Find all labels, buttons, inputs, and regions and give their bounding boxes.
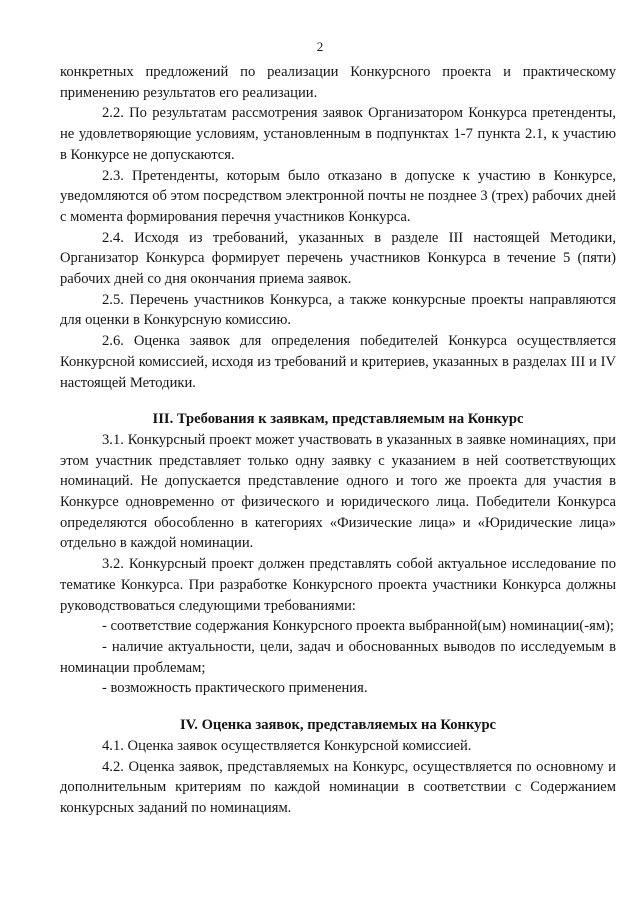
section-3-heading: III. Требования к заявкам, представляемым на Конкурс bbox=[152, 411, 524, 428]
paragraph: 3.2. Конкурсный проект должен представлять собой актуальное исследование по тематике Конкурса. При разработке Конкурсного проекта участники Конкурса должны руководствоваться следующими требованиями: bbox=[60, 556, 616, 614]
paragraph: 2.4. Исходя из требований, указанных в разделе III настоящей Методики, Организатор Конкурса формирует перечень участников Конкурса в течение 5 (пяти) рабочих дней со дня окончания приема заявок. bbox=[60, 229, 616, 288]
document-body bbox=[60, 62, 616, 819]
section-2-continuation bbox=[60, 62, 616, 393]
section-3-body bbox=[60, 430, 616, 699]
paragraph: конкретных предложений по реализации Конкурсного проекта и практическому применению результатов его реализации. bbox=[60, 64, 616, 101]
page-number: 2 bbox=[316, 39, 324, 54]
section-4-heading: IV. Оценка заявок, представляемых на Конкурс bbox=[179, 717, 497, 734]
paragraph: 2.3. Претенденты, которым было отказано в допуске к участию в Конкурсе, уведомляются об этом посредством электронной почты не позднее 3 (трех) рабочих дней с момента формирования перечня участников Конкурса. bbox=[60, 167, 616, 225]
paragraph: 2.6. Оценка заявок для определения победителей Конкурса осуществляется Конкурсной комиссией, исходя из требований и критериев, указанных в разделах III и IV настоящей Методики. bbox=[60, 333, 616, 391]
paragraph: 3.1. Конкурсный проект может участвовать в указанных в заявке номинациях, при этом участник представляет только одну заявку с указанием в ней соответствующих номинаций. Не допускается представление одного и того же проекта для участия в Конкурсе одновременно от физического и юридического лица. Победители Конкурса определяются обособленно в категориях «Физические лица» и «Юридические лица» отдельно в каждой номинации. bbox=[60, 431, 616, 552]
paragraph: 4.1. Оценка заявок осуществляется Конкурсной комиссией. bbox=[102, 737, 472, 754]
section-4-body bbox=[60, 736, 616, 819]
paragraph: 2.5. Перечень участников Конкурса, а также конкурсные проекты направляются для оценки в Конкурсную комиссию. bbox=[60, 291, 616, 329]
paragraph: - соответствие содержания Конкурсного проекта выбранной(ым) номинации(-ям); bbox=[102, 618, 614, 635]
paragraph: - наличие актуальности, цели, задач и обоснованных выводов по исследуемым в номинации проблемам; bbox=[60, 638, 616, 676]
paragraph: 2.2. По результатам рассмотрения заявок Организатором Конкурса претенденты, не удовлетворяющие условиям, установленным в подпунктах 1-7 пункта 2.1, к участию в Конкурсе не допускаются. bbox=[60, 105, 616, 163]
paragraph: 4.2. Оценка заявок, представляемых на Конкурс, осуществляется по основному и дополнительным критериям по каждой номинации в соответствии с Содержанием конкурсных заданий по номинациям. bbox=[60, 758, 616, 816]
paragraph: - возможность практического применения. bbox=[102, 680, 368, 697]
